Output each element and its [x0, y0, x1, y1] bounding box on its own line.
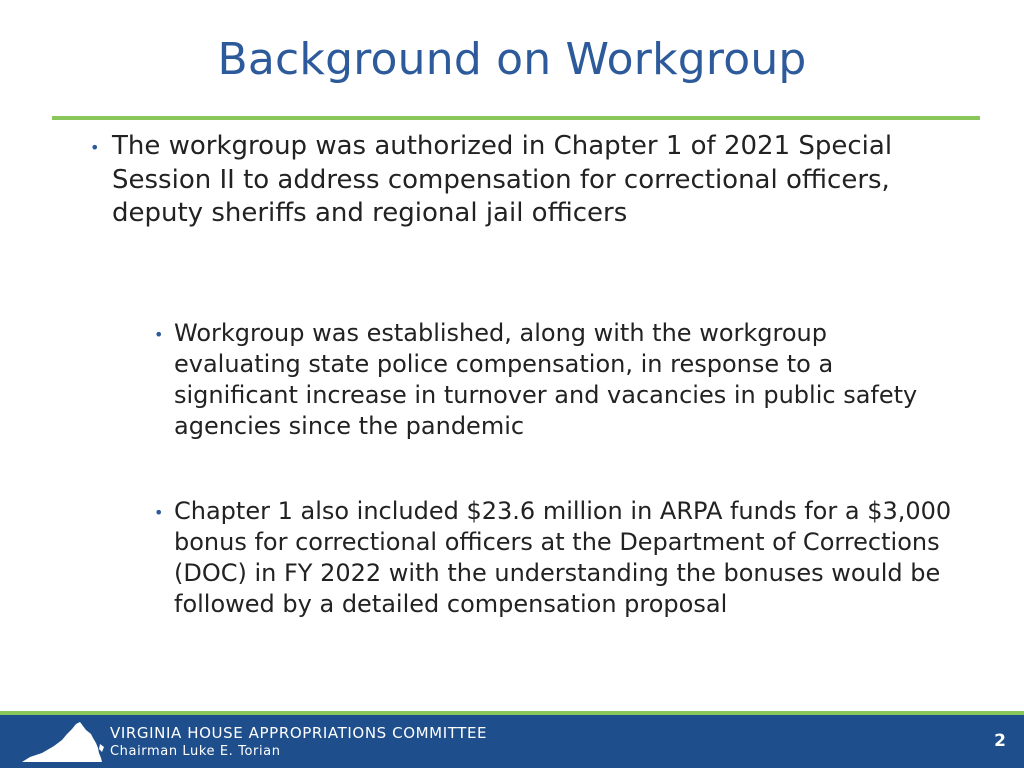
bullet-text: Workgroup was established, along with the workgroup evaluating state police compensation, in response to a significant increase in turnover and vacancies in public safety agencies since the pandemic	[174, 319, 918, 440]
title-divider	[52, 116, 980, 120]
page-number: 2	[994, 731, 1006, 751]
bullet-text: The workgroup was authorized in Chapter 1 of 2021 Special Session II to address compensation for correctional officers, deputy sheriffs and regional jail officers	[112, 131, 893, 228]
bullet-marker: •	[154, 325, 164, 344]
virginia-state-outline-icon	[20, 720, 106, 764]
bullet-text: Chapter 1 also included $23.6 million in ARPA funds for a $3,000 bonus for correctional officers at the Department of Corrections (DOC) in FY 2022 with the understanding the bonuses would be followed by a detailed compensation proposal	[174, 497, 952, 618]
footer-bar	[0, 715, 1024, 768]
slide-title: Background on Workgroup	[217, 34, 807, 85]
bullet-item-arpa-bonus	[154, 496, 974, 620]
footer-organization: VIRGINIA HOUSE APPROPRIATIONS COMMITTEE	[110, 724, 488, 742]
bullet-item-authorization	[90, 130, 902, 231]
bullet-marker: •	[154, 503, 164, 522]
bullet-marker: •	[90, 138, 100, 157]
footer-chairman: Chairman Luke E. Torian	[110, 744, 281, 759]
bullet-item-establishment	[154, 318, 959, 442]
